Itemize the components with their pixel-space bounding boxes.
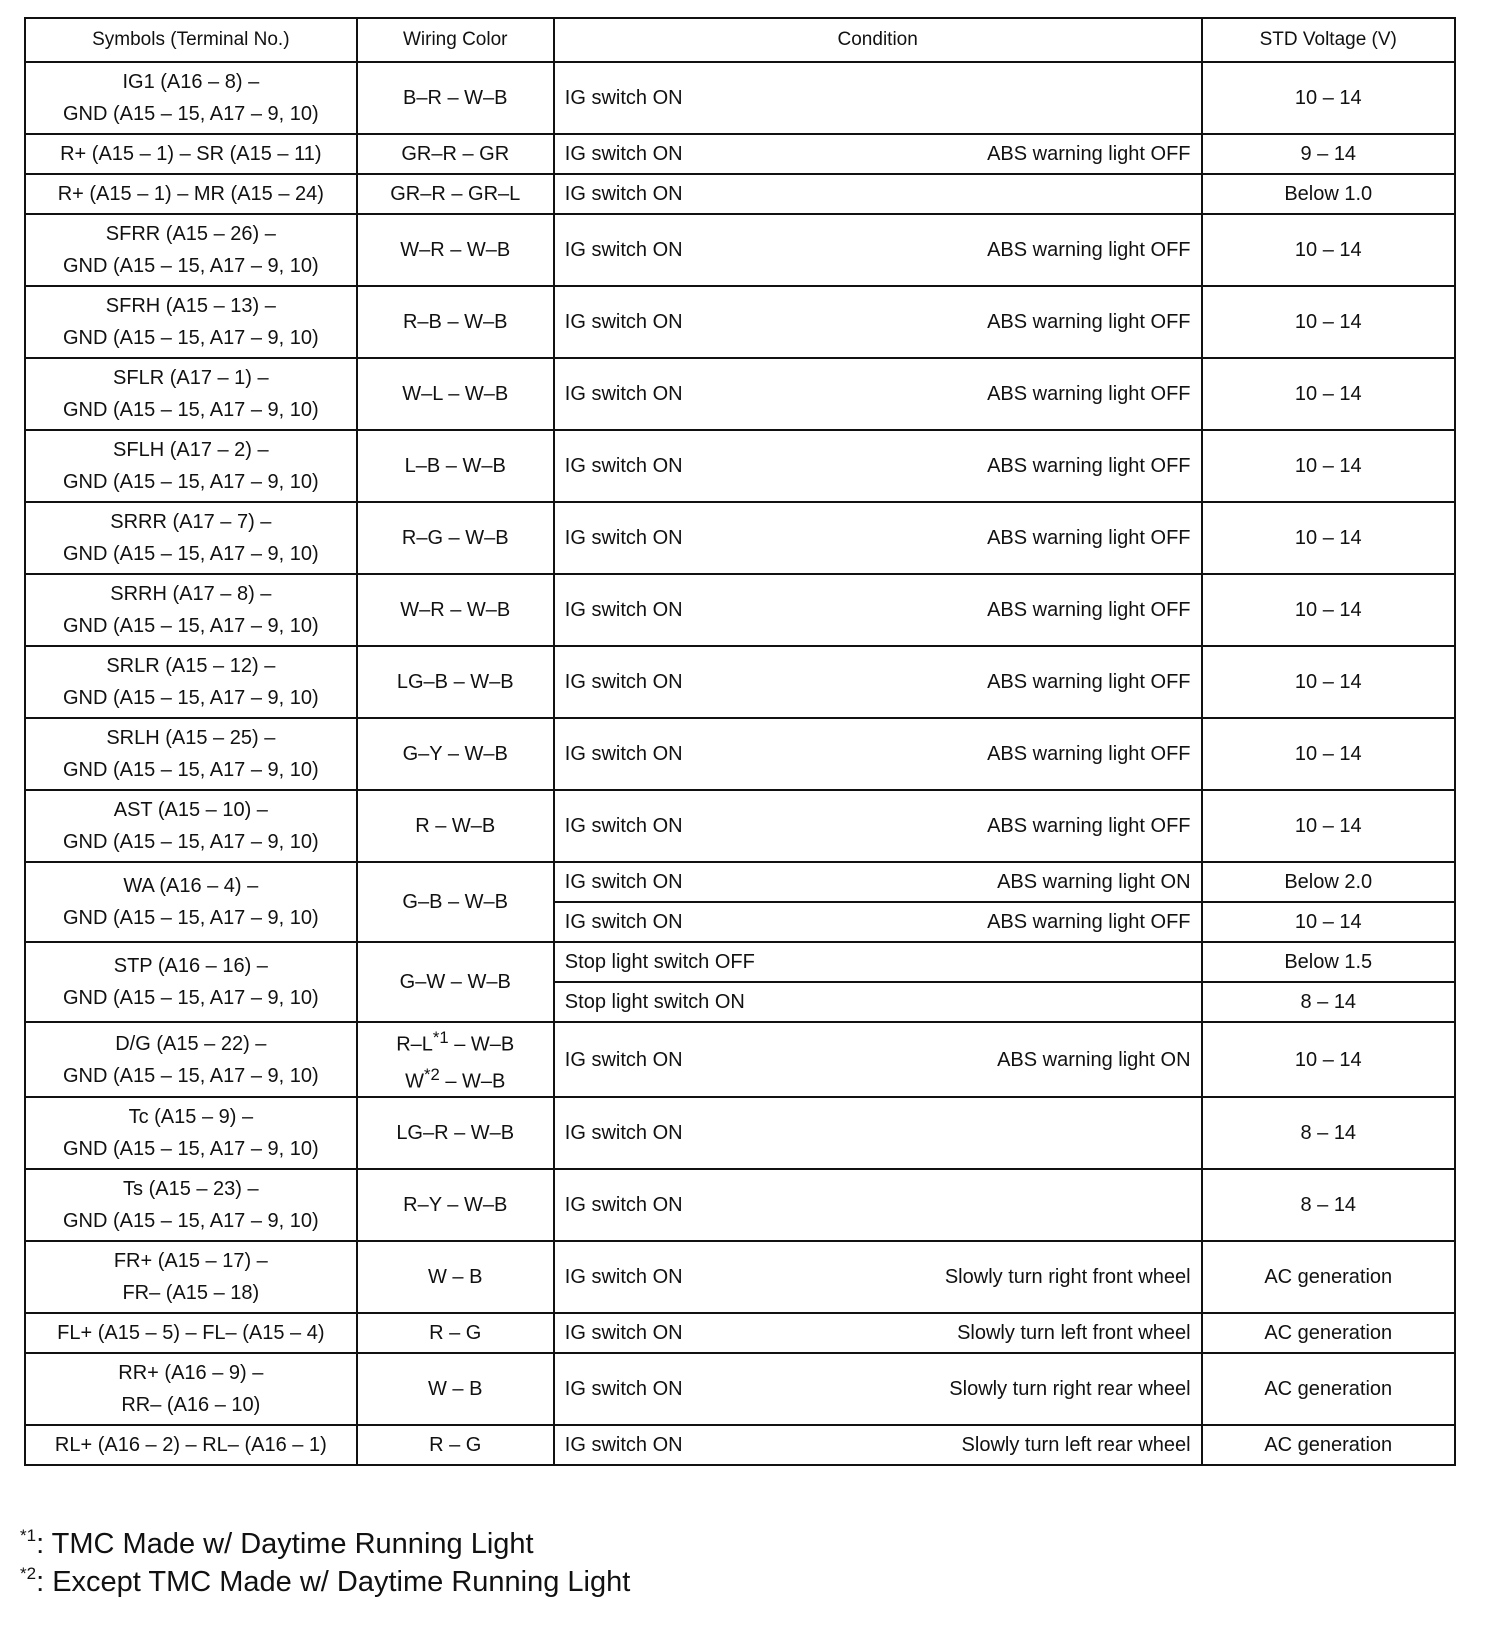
symbol-line-1: SFLR (A17 – 1) – (113, 367, 269, 389)
symbol-line-2: GND (A15 – 15, A17 – 9, 10) (62, 687, 319, 709)
std-voltage-cell: 10 – 14 (1202, 502, 1455, 574)
condition-detail: ABS warning light OFF (987, 743, 1191, 765)
symbol-line-2: FR– (A15 – 18) (122, 1282, 260, 1305)
wiring-color-cell: W–L – W–B (357, 358, 554, 430)
symbol-cell (25, 862, 357, 942)
condition-text: IG switch ON (564, 1322, 683, 1345)
std-voltage-cell: 9 – 14 (1202, 134, 1455, 174)
condition-cell (554, 430, 1202, 502)
condition-detail: ABS warning light OFF (987, 311, 1191, 333)
symbol-line-1: AST (A15 – 10) – (113, 799, 268, 821)
symbol-line-2: GND (A15 – 15, A17 – 9, 10) (62, 615, 319, 637)
symbol-line-1: D/G (A15 – 22) – (115, 1032, 267, 1055)
std-voltage-cell: Below 1.5 (1202, 942, 1455, 982)
symbol-line-1: R+ (A15 – 1) – MR (A15 – 24) (57, 183, 324, 205)
symbol-line-1: R+ (A15 – 1) – SR (A15 – 11) (60, 143, 322, 165)
wiring-color-cell: W – B (357, 1241, 554, 1313)
std-voltage-cell: AC generation (1202, 1241, 1455, 1313)
table-header-row (25, 18, 1455, 62)
table-row (25, 718, 1455, 790)
footnote-mark: *1 (20, 1526, 37, 1545)
condition-detail: ABS warning light OFF (987, 527, 1191, 549)
symbol-line-2: GND (A15 – 15, A17 – 9, 10) (62, 471, 319, 493)
symbol-line-2: GND (A15 – 15, A17 – 9, 10) (62, 831, 319, 853)
std-voltage-cell: 10 – 14 (1202, 902, 1455, 942)
header-symbols: Symbols (Terminal No.) (25, 18, 357, 62)
symbol-cell (25, 718, 357, 790)
header-condition: Condition (554, 18, 1202, 62)
symbol-cell (25, 286, 357, 358)
table-row (25, 574, 1455, 646)
condition-cell (554, 174, 1202, 214)
wiring-color-cell: B–R – W–B (357, 62, 554, 134)
footnote-text: : Except TMC Made w/ Daytime Running Light (36, 1566, 631, 1598)
symbol-line-1: Tc (A15 – 9) – (128, 1106, 254, 1129)
footnote-ref-1: *1 (432, 1028, 449, 1047)
footnote-ref-2: *2 (424, 1064, 440, 1084)
wiring-color-cell: G–Y – W–B (357, 718, 554, 790)
symbol-line-2: GND (A15 – 15, A17 – 9, 10) (62, 1064, 319, 1087)
wiring-color-cell: R–Y – W–B (357, 1169, 554, 1241)
wiring-color-cell: R – W–B (357, 790, 554, 862)
wiring-color-cell: R – G (357, 1313, 554, 1353)
condition-detail: ABS warning light ON (997, 871, 1191, 893)
footnote-1 (20, 1519, 534, 1561)
wiring-color-cell: R–G – W–B (357, 502, 554, 574)
condition-cell (554, 574, 1202, 646)
symbol-cell (25, 574, 357, 646)
header-wiring-color: Wiring Color (357, 18, 554, 62)
table-row (25, 174, 1455, 214)
symbol-cell (25, 1169, 357, 1241)
symbol-line-2: GND (A15 – 15, A17 – 9, 10) (62, 987, 319, 1009)
wiring-color-cell: GR–R – GR–L (357, 174, 554, 214)
std-voltage-cell: 10 – 14 (1202, 790, 1455, 862)
symbol-line-1: Ts (A15 – 23) – (123, 1178, 259, 1201)
table-row (25, 502, 1455, 574)
condition-cell (554, 790, 1202, 862)
symbol-line-2: GND (A15 – 15, A17 – 9, 10) (62, 1138, 319, 1161)
table-row (25, 1353, 1455, 1425)
condition-cell (554, 902, 1202, 942)
footnote-text: : TMC Made w/ Daytime Running Light (36, 1528, 534, 1560)
symbol-line-1: IG1 (A16 – 8) – (122, 71, 260, 93)
std-voltage-cell: 8 – 14 (1202, 1169, 1455, 1241)
symbol-line-2: GND (A15 – 15, A17 – 9, 10) (62, 1210, 319, 1233)
condition-text: IG switch ON (564, 911, 683, 933)
std-voltage-cell: Below 1.0 (1202, 174, 1455, 214)
condition-text: IG switch ON (564, 455, 683, 477)
condition-text: IG switch ON (564, 1048, 683, 1071)
symbol-line-1: SFRR (A15 – 26) – (105, 223, 276, 245)
condition-text: IG switch ON (564, 183, 683, 205)
std-voltage-cell: 8 – 14 (1202, 1097, 1455, 1169)
symbol-cell (25, 1353, 357, 1425)
symbol-cell (25, 214, 357, 286)
table-row (25, 286, 1455, 358)
header-std-voltage: STD Voltage (V) (1202, 18, 1455, 62)
condition-detail: ABS warning light OFF (987, 911, 1191, 933)
std-voltage-cell: 10 – 14 (1202, 646, 1455, 718)
symbol-line-2: GND (A15 – 15, A17 – 9, 10) (62, 399, 319, 421)
condition-text: IG switch ON (564, 599, 683, 621)
condition-text: Stop light switch OFF (564, 951, 755, 973)
condition-text: IG switch ON (564, 743, 683, 765)
std-voltage-cell: AC generation (1202, 1313, 1455, 1353)
std-voltage-cell: 10 – 14 (1202, 718, 1455, 790)
condition-cell (554, 718, 1202, 790)
wiring-color-cell: W–R – W–B (357, 574, 554, 646)
symbol-line-2: GND (A15 – 15, A17 – 9, 10) (62, 255, 319, 277)
wiring-color-line-1 (368, 1023, 543, 1060)
condition-cell (554, 1313, 1202, 1353)
wiring-color-cell: GR–R – GR (357, 134, 554, 174)
condition-cell (554, 1425, 1202, 1465)
symbol-cell (25, 174, 357, 214)
std-voltage-cell: 10 – 14 (1202, 574, 1455, 646)
ecu-terminal-voltage-table (24, 17, 1456, 1466)
std-voltage-cell: 10 – 14 (1202, 358, 1455, 430)
condition-detail: Slowly turn left rear wheel (961, 1434, 1191, 1457)
symbol-line-2: GND (A15 – 15, A17 – 9, 10) (62, 327, 319, 349)
wire-part: – W–B (439, 1070, 506, 1093)
condition-text: IG switch ON (564, 1122, 683, 1145)
condition-detail: Slowly turn right front wheel (944, 1266, 1191, 1289)
condition-text: IG switch ON (564, 1434, 683, 1457)
wire-part: W (405, 1070, 425, 1093)
table-row (25, 214, 1455, 286)
std-voltage-cell: 10 – 14 (1202, 286, 1455, 358)
symbol-cell (25, 646, 357, 718)
symbol-line-1: SRRH (A17 – 8) – (110, 583, 272, 605)
symbol-line-1: SFLH (A17 – 2) – (113, 439, 269, 461)
std-voltage-cell: 10 – 14 (1202, 1022, 1455, 1097)
wiring-color-cell: LG–R – W–B (357, 1097, 554, 1169)
condition-text: IG switch ON (564, 383, 683, 405)
condition-detail: Slowly turn right rear wheel (949, 1378, 1191, 1401)
condition-text: IG switch ON (564, 1378, 683, 1401)
table-row (25, 430, 1455, 502)
table-row (25, 1241, 1455, 1313)
condition-cell (554, 1097, 1202, 1169)
symbol-line-1: RR+ (A16 – 9) – (118, 1362, 264, 1385)
table-row (25, 790, 1455, 862)
symbol-line-2: GND (A15 – 15, A17 – 9, 10) (62, 103, 319, 125)
wiring-color-cell: G–B – W–B (357, 862, 554, 942)
symbol-line-1: WA (A16 – 4) – (123, 875, 259, 897)
symbol-line-1: SRRR (A17 – 7) – (110, 511, 272, 533)
wiring-color-cell: LG–B – W–B (357, 646, 554, 718)
condition-cell (554, 502, 1202, 574)
std-voltage-cell: Below 2.0 (1202, 862, 1455, 902)
symbol-cell (25, 1425, 357, 1465)
symbol-cell (25, 358, 357, 430)
condition-text: Stop light switch ON (564, 991, 745, 1013)
condition-text: IG switch ON (564, 311, 683, 333)
table-row (25, 1425, 1455, 1465)
condition-detail: ABS warning light OFF (987, 599, 1191, 621)
condition-cell (554, 134, 1202, 174)
condition-detail: Slowly turn left front wheel (957, 1322, 1191, 1345)
symbol-line-2: RR– (A16 – 10) (121, 1394, 261, 1417)
wire-part: – W–B (448, 1033, 515, 1056)
table-row (25, 1169, 1455, 1241)
condition-cell (554, 214, 1202, 286)
std-voltage-cell: AC generation (1202, 1425, 1455, 1465)
symbol-cell (25, 1022, 357, 1097)
condition-cell (554, 1022, 1202, 1097)
symbol-line-2: GND (A15 – 15, A17 – 9, 10) (62, 759, 319, 781)
symbol-line-1: SRLR (A15 – 12) – (106, 655, 276, 677)
condition-cell (554, 1241, 1202, 1313)
symbol-line-1: RL+ (A16 – 2) – RL– (A16 – 1) (54, 1434, 327, 1457)
condition-cell (554, 862, 1202, 902)
condition-detail: ABS warning light OFF (987, 239, 1191, 261)
footnote-2 (20, 1557, 630, 1599)
condition-detail: ABS warning light OFF (987, 143, 1191, 165)
condition-text: IG switch ON (564, 871, 683, 893)
std-voltage-cell: 8 – 14 (1202, 982, 1455, 1022)
wiring-color-cell: G–W – W–B (357, 942, 554, 1022)
condition-text: IG switch ON (564, 527, 683, 549)
condition-detail: ABS warning light OFF (987, 815, 1191, 837)
condition-text: IG switch ON (564, 1266, 683, 1289)
wiring-color-cell: W–R – W–B (357, 214, 554, 286)
condition-cell (554, 286, 1202, 358)
symbol-line-1: STP (A16 – 16) – (113, 955, 268, 977)
symbol-line-1: SRLH (A15 – 25) – (106, 727, 276, 749)
condition-detail: ABS warning light ON (997, 1048, 1191, 1071)
wiring-color-cell: R–B – W–B (357, 286, 554, 358)
condition-cell (554, 62, 1202, 134)
footnote-mark: *2 (20, 1564, 37, 1583)
table-row (25, 646, 1455, 718)
wire-part: R–L (396, 1033, 433, 1056)
table-row (25, 942, 1455, 982)
symbol-cell (25, 790, 357, 862)
table-row (25, 134, 1455, 174)
condition-cell (554, 1353, 1202, 1425)
symbol-line-2: GND (A15 – 15, A17 – 9, 10) (62, 907, 319, 929)
condition-detail: ABS warning light OFF (987, 383, 1191, 405)
condition-cell (554, 646, 1202, 718)
condition-detail: ABS warning light OFF (987, 671, 1191, 693)
table-row (25, 862, 1455, 902)
symbol-cell (25, 942, 357, 1022)
table-row (25, 1097, 1455, 1169)
symbol-line-1: SFRH (A15 – 13) – (105, 295, 276, 317)
table-row (25, 1313, 1455, 1353)
condition-text: IG switch ON (564, 239, 683, 261)
std-voltage-cell: 10 – 14 (1202, 430, 1455, 502)
condition-text: IG switch ON (564, 87, 683, 109)
symbol-cell (25, 1313, 357, 1353)
condition-cell (554, 358, 1202, 430)
wiring-color-cell: R – G (357, 1425, 554, 1465)
condition-text: IG switch ON (564, 815, 683, 837)
symbol-cell (25, 502, 357, 574)
condition-cell (554, 982, 1202, 1022)
wiring-color-cell (357, 1022, 554, 1097)
table-row (25, 62, 1455, 134)
wiring-color-line-2 (368, 1060, 543, 1097)
symbol-line-1: FR+ (A15 – 17) – (113, 1250, 268, 1273)
std-voltage-cell: 10 – 14 (1202, 62, 1455, 134)
table-row (25, 1022, 1455, 1097)
condition-cell (554, 1169, 1202, 1241)
symbol-cell (25, 62, 357, 134)
symbol-cell (25, 134, 357, 174)
symbol-cell (25, 430, 357, 502)
symbol-cell (25, 1241, 357, 1313)
wiring-color-cell: L–B – W–B (357, 430, 554, 502)
condition-detail: ABS warning light OFF (987, 455, 1191, 477)
document-page (24, 17, 1456, 1466)
std-voltage-cell: AC generation (1202, 1353, 1455, 1425)
condition-text: IG switch ON (564, 1194, 683, 1217)
symbol-line-2: GND (A15 – 15, A17 – 9, 10) (62, 543, 319, 565)
table-row (25, 358, 1455, 430)
wiring-color-cell: W – B (357, 1353, 554, 1425)
condition-text: IG switch ON (564, 671, 683, 693)
symbol-line-1: FL+ (A15 – 5) – FL– (A15 – 4) (57, 1322, 325, 1345)
symbol-cell (25, 1097, 357, 1169)
condition-cell (554, 942, 1202, 982)
std-voltage-cell: 10 – 14 (1202, 214, 1455, 286)
condition-text: IG switch ON (564, 143, 683, 165)
